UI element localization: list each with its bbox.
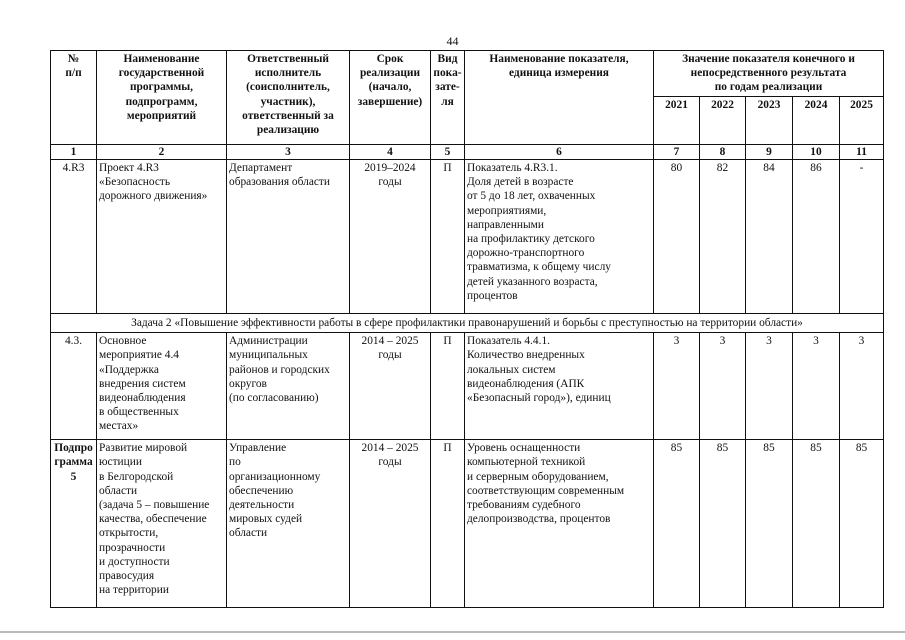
- column-number: 3: [227, 145, 350, 160]
- period: 2019–2024 годы: [350, 160, 431, 314]
- indicator-type: П: [431, 333, 465, 440]
- table-row: [51, 333, 884, 440]
- period: 2014 – 2025 годы: [350, 440, 431, 608]
- row-number: 4.R3: [51, 160, 97, 314]
- header-program-name: Наименование государственной программы, подпрограмм, мероприятий: [97, 51, 227, 145]
- header-indicator-name: Наименование показателя, единица измерения: [465, 51, 654, 145]
- header-year: 2021: [654, 97, 700, 145]
- header-year: 2022: [700, 97, 746, 145]
- header-period: Срок реализации (начало, завершение): [350, 51, 431, 145]
- column-number: 8: [700, 145, 746, 160]
- indicators-table: [50, 50, 884, 608]
- row-number: Подпро грамма 5: [51, 440, 97, 608]
- column-number: 11: [840, 145, 884, 160]
- column-number: 7: [654, 145, 700, 160]
- column-number: 6: [465, 145, 654, 160]
- program-name: Развитие мировой юстиции в Белгородской области (задача 5 – повышение качества, обеспечение открытости, прозрачности и доступности правосудия на территории: [97, 440, 227, 608]
- page-number: 44: [446, 34, 459, 48]
- value-2025: -: [840, 160, 884, 314]
- indicator-name: Показатель 4.4.1. Количество внедренных локальных систем видеонаблюдения (АПК «Безопасный город»), единиц: [465, 333, 654, 440]
- table-row: [51, 440, 884, 608]
- column-number: 10: [793, 145, 840, 160]
- indicator-name: Уровень оснащенности компьютерной техникой и серверным оборудованием, соответствующим современным требованиям судебного делопроизводства, процентов: [465, 440, 654, 608]
- value-2023: 3: [746, 333, 793, 440]
- indicator-name: Показатель 4.R3.1. Доля детей в возрасте от 5 до 18 лет, охваченных мероприятиями, направленными на профилактику детского дорожно-транспортного травматизма, к общему числу детей указанного возраста, процентов: [465, 160, 654, 314]
- column-number: 1: [51, 145, 97, 160]
- task-title: Задача 2 «Повышение эффективности работы в сфере профилактики правонарушений и борьбы с преступностью на территории области»: [51, 314, 884, 333]
- responsible: Администрации муниципальных районов и городских округов (по согласованию): [227, 333, 350, 440]
- value-2024: 85: [793, 440, 840, 608]
- header-values: Значение показателя конечного и непосредственного результата по годам реализации: [654, 51, 884, 97]
- header-indicator-type: Вид пока- зате- ля: [431, 51, 465, 145]
- value-2021: 85: [654, 440, 700, 608]
- indicator-type: П: [431, 440, 465, 608]
- value-2022: 82: [700, 160, 746, 314]
- period: 2014 – 2025 годы: [350, 333, 431, 440]
- row-number: 4.3.: [51, 333, 97, 440]
- responsible: Департамент образования области: [227, 160, 350, 314]
- value-2025: 3: [840, 333, 884, 440]
- column-number: 4: [350, 145, 431, 160]
- value-2023: 85: [746, 440, 793, 608]
- column-number: 2: [97, 145, 227, 160]
- responsible: Управление по организационному обеспечению деятельности мировых судей области: [227, 440, 350, 608]
- value-2023: 84: [746, 160, 793, 314]
- header-year: 2023: [746, 97, 793, 145]
- column-number: 5: [431, 145, 465, 160]
- header-year: 2024: [793, 97, 840, 145]
- value-2022: 3: [700, 333, 746, 440]
- value-2021: 3: [654, 333, 700, 440]
- indicator-type: П: [431, 160, 465, 314]
- value-2022: 85: [700, 440, 746, 608]
- header-year: 2025: [840, 97, 884, 145]
- value-2025: 85: [840, 440, 884, 608]
- program-name: Проект 4.R3 «Безопасность дорожного движения»: [97, 160, 227, 314]
- column-numbers-row: [51, 145, 884, 160]
- page-bottom-edge: [0, 631, 905, 633]
- header-responsible: Ответственный исполнитель (соисполнитель, участник), ответственный за реализацию: [227, 51, 350, 145]
- task-row: [51, 314, 884, 333]
- header-number: № п/п: [51, 51, 97, 145]
- value-2021: 80: [654, 160, 700, 314]
- program-name: Основное мероприятие 4.4 «Поддержка внедрения систем видеонаблюдения в общественных местах»: [97, 333, 227, 440]
- table-row: [51, 160, 884, 314]
- value-2024: 3: [793, 333, 840, 440]
- value-2024: 86: [793, 160, 840, 314]
- column-number: 9: [746, 145, 793, 160]
